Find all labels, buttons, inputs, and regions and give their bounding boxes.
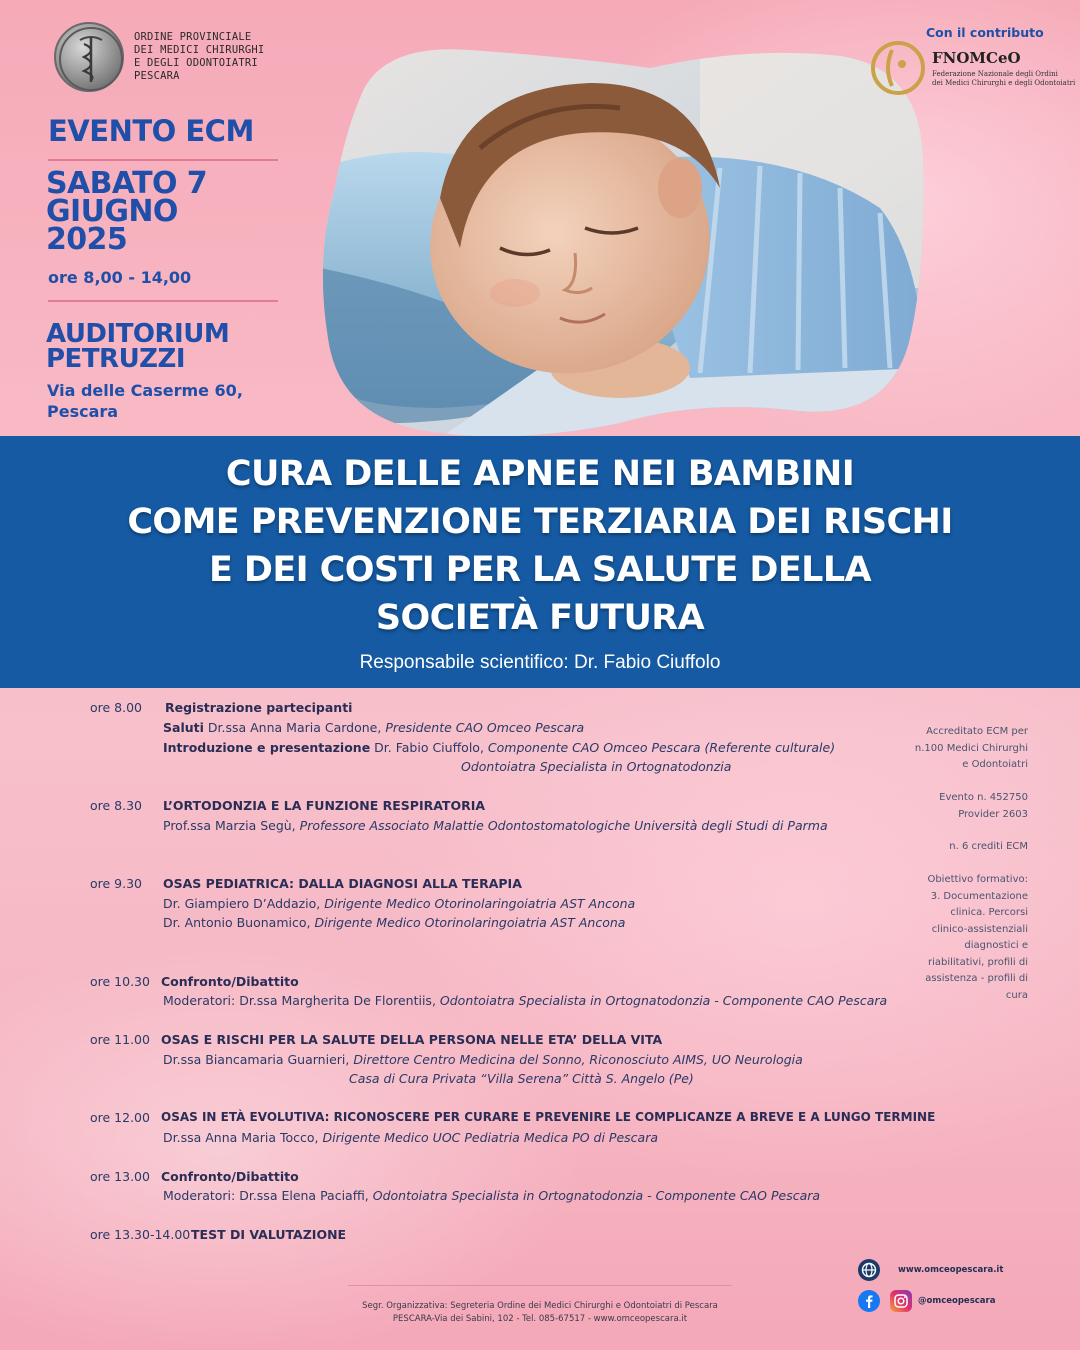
session-title: TEST DI VALUTAZIONE <box>191 1227 347 1242</box>
date-line: 2025 <box>46 222 128 257</box>
event-hours: ore 8,00 - 14,00 <box>48 268 192 287</box>
sponsor-label: Con il contributo <box>926 25 1044 40</box>
speaker-line <box>163 915 625 930</box>
speaker-name: Prof.ssa Marzia Segù, <box>163 818 296 833</box>
title-line: E DEI COSTI PER LA SALUTE DELLA <box>208 550 872 590</box>
title-line: SOCIETÀ FUTURA <box>375 598 705 638</box>
speaker-label: Saluti <box>163 720 204 735</box>
title-line: CURA DELLE APNEE NEI BAMBINI <box>225 454 855 494</box>
info-line: n. 6 crediti ECM <box>949 841 1028 852</box>
facebook-icon[interactable] <box>858 1290 880 1312</box>
caduceus-coin-icon <box>54 22 124 92</box>
speaker-role: Dirigente Medico UOC Pediatria Medica PO di Pescara <box>322 1130 659 1145</box>
event-number-info <box>900 790 1028 823</box>
speaker-role: Odontoiatra Specialista in Ortognatodonzia <box>461 759 732 774</box>
speaker-role: Direttore Centro Medicina del Sonno, Riconosciuto AIMS, UO Neurologia <box>353 1052 803 1067</box>
address-line: Pescara <box>47 402 119 421</box>
session-title: OSAS PEDIATRICA: DALLA DIAGNOSI ALLA TERAPIA <box>163 876 522 891</box>
date-line: GIUGNO <box>46 194 178 229</box>
speaker-name: Moderatori: Dr.ssa Margherita De Florentiis, <box>163 993 436 1008</box>
order-name <box>134 31 264 83</box>
fnomceo-subtitle <box>932 70 1075 88</box>
speaker-line <box>163 818 828 833</box>
objective-info <box>900 872 1028 1004</box>
speaker-name: Dr. Antonio Buonamico, <box>163 915 311 930</box>
speaker-role: Dirigente Medico Otorinolaringoiatria AST Ancona <box>314 915 626 930</box>
speaker-name: Moderatori: Dr.ssa Elena Paciaffi, <box>163 1188 369 1203</box>
info-line: clinica. Percorsi <box>950 907 1028 918</box>
event-label: EVENTO ECM <box>48 114 254 148</box>
session-time: ore 12.00 <box>90 1110 150 1125</box>
social-handle[interactable]: @omceopescara <box>918 1296 996 1306</box>
info-line: clinico-assistenziali <box>931 923 1028 935</box>
order-line: E DEGLI ODONTOIATRI <box>134 57 258 69</box>
speaker-name: Dr.ssa Anna Maria Cardone, <box>207 720 382 735</box>
info-line: Provider 2603 <box>958 808 1028 820</box>
speaker-role: Odontoiatra Specialista in Ortognatodonzia - Componente CAO Pescara <box>372 1188 821 1203</box>
speaker-line <box>163 720 584 735</box>
speaker-role: Componente CAO Omceo Pescara (Referente culturale) <box>487 740 836 755</box>
speaker-line <box>163 740 835 755</box>
speaker-name: Dr. Giampiero D’Addazio, <box>163 896 321 911</box>
speaker-line <box>163 896 635 911</box>
info-line: Evento n. 452750 <box>939 792 1028 803</box>
speaker-line <box>163 993 887 1008</box>
footer-divider <box>348 1285 732 1286</box>
speaker-line <box>163 1130 658 1145</box>
sleeping-child-photo <box>320 38 925 438</box>
social-links <box>858 1290 995 1312</box>
date-line: SABATO 7 <box>46 166 208 201</box>
event-venue <box>46 319 230 374</box>
subtitle-line: Federazione Nazionale degli Ordini <box>932 69 1058 78</box>
session-time: ore 8.00 <box>90 700 143 715</box>
title-line: COME PREVENZIONE TERZIARIA DEI RISCHI <box>127 502 953 542</box>
session-time: ore 13.30-14.00 <box>90 1227 191 1242</box>
speaker-role: Casa di Cura Privata “Villa Serena” Città S. Angelo (Pe) <box>349 1071 694 1086</box>
session-time: ore 10.30 <box>90 974 150 989</box>
address-line: Via delle Caserme 60, <box>47 381 243 400</box>
info-line: assistenza - profili di <box>925 973 1028 984</box>
divider <box>48 159 278 161</box>
footer-line: Segr. Organizzativa: Segreteria Ordine dei Medici Chirurghi e Odontoiatri di Pescara <box>362 1301 718 1311</box>
title-band <box>0 436 1080 688</box>
speaker-role: Presidente CAO Omceo Pescara <box>385 720 585 735</box>
info-line: 3. Documentazione <box>930 890 1028 902</box>
venue-line: AUDITORIUM <box>46 319 230 349</box>
credits-info <box>900 839 1028 856</box>
speaker-role: Odontoiatra Specialista in Ortognatodonzia - Componente CAO Pescara <box>439 993 888 1008</box>
session-title: OSAS IN ETÀ EVOLUTIVA: RICONOSCERE PER CURARE E PREVENIRE LE COMPLICANZE A BREVE E A LUNGO TERMINE <box>161 1110 936 1124</box>
session-title: OSAS E RISCHI PER LA SALUTE DELLA PERSONA NELLE ETA’ DELLA VITA <box>161 1032 663 1047</box>
venue-line: PETRUZZI <box>46 344 186 374</box>
website-url[interactable]: www.omceopescara.it <box>898 1265 1004 1275</box>
session-time: ore 9.30 <box>90 876 143 891</box>
info-line: cura <box>1005 989 1028 1001</box>
accreditation-info <box>900 724 1028 774</box>
info-line: Obiettivo formativo: <box>927 874 1028 885</box>
event-date <box>46 166 208 257</box>
speaker-role: Professore Associato Malattie Odontostomatologiche Università degli Studi di Parma <box>299 818 828 833</box>
session-time: ore 11.00 <box>90 1032 150 1047</box>
fnomceo-emblem-icon <box>870 40 926 96</box>
website-link[interactable] <box>858 1259 1003 1281</box>
session-title: Confronto/Dibattito <box>161 974 299 989</box>
info-line: riabilitativi, profili di <box>927 956 1028 968</box>
info-line: n.100 Medici Chirurghi <box>914 742 1028 754</box>
event-title <box>0 450 1080 642</box>
subtitle-line: dei Medici Chirurghi e degli Odontoiatri <box>932 78 1076 87</box>
speaker-name: Dr.ssa Anna Maria Tocco, <box>163 1130 319 1145</box>
globe-icon <box>858 1259 880 1281</box>
info-line: e Odontoiatri <box>962 759 1028 770</box>
session-time: ore 13.00 <box>90 1169 150 1184</box>
order-line: DEI MEDICI CHIRURGHI <box>134 44 265 56</box>
fnomceo-logo <box>870 40 1075 96</box>
speaker-role: Dirigente Medico Otorinolaringoiatria AST Ancona <box>324 896 636 911</box>
scientific-responsible: Responsabile scientifico: Dr. Fabio Ciuffolo <box>359 652 721 673</box>
footer-line: PESCARA-Via dei Sabini, 102 - Tel. 085-67517 - www.omceopescara.it <box>392 1313 688 1324</box>
speaker-label: Introduzione e presentazione <box>163 740 371 755</box>
session-title: Registrazione partecipanti <box>165 700 353 715</box>
speaker-name: Dr. Fabio Ciuffolo, <box>374 740 484 755</box>
order-line: ORDINE PROVINCIALE <box>134 31 252 43</box>
fnomceo-name: FNOMCeO <box>932 48 1021 67</box>
order-line: PESCARA <box>134 70 180 82</box>
session-title: L’ORTODONZIA E LA FUNZIONE RESPIRATORIA <box>163 798 486 813</box>
session-title: Confronto/Dibattito <box>161 1169 299 1184</box>
organizer-info <box>348 1300 732 1325</box>
speaker-name: Dr.ssa Biancamaria Guarnieri, <box>163 1052 350 1067</box>
info-line: Accreditato ECM per <box>926 726 1028 737</box>
instagram-icon[interactable] <box>890 1290 912 1312</box>
speaker-line <box>163 1052 803 1067</box>
divider <box>48 300 278 302</box>
event-address <box>47 380 243 422</box>
order-logo <box>54 22 264 92</box>
info-line: diagnostici e <box>964 940 1028 951</box>
speaker-line <box>163 1188 820 1203</box>
session-time: ore 8.30 <box>90 798 143 813</box>
